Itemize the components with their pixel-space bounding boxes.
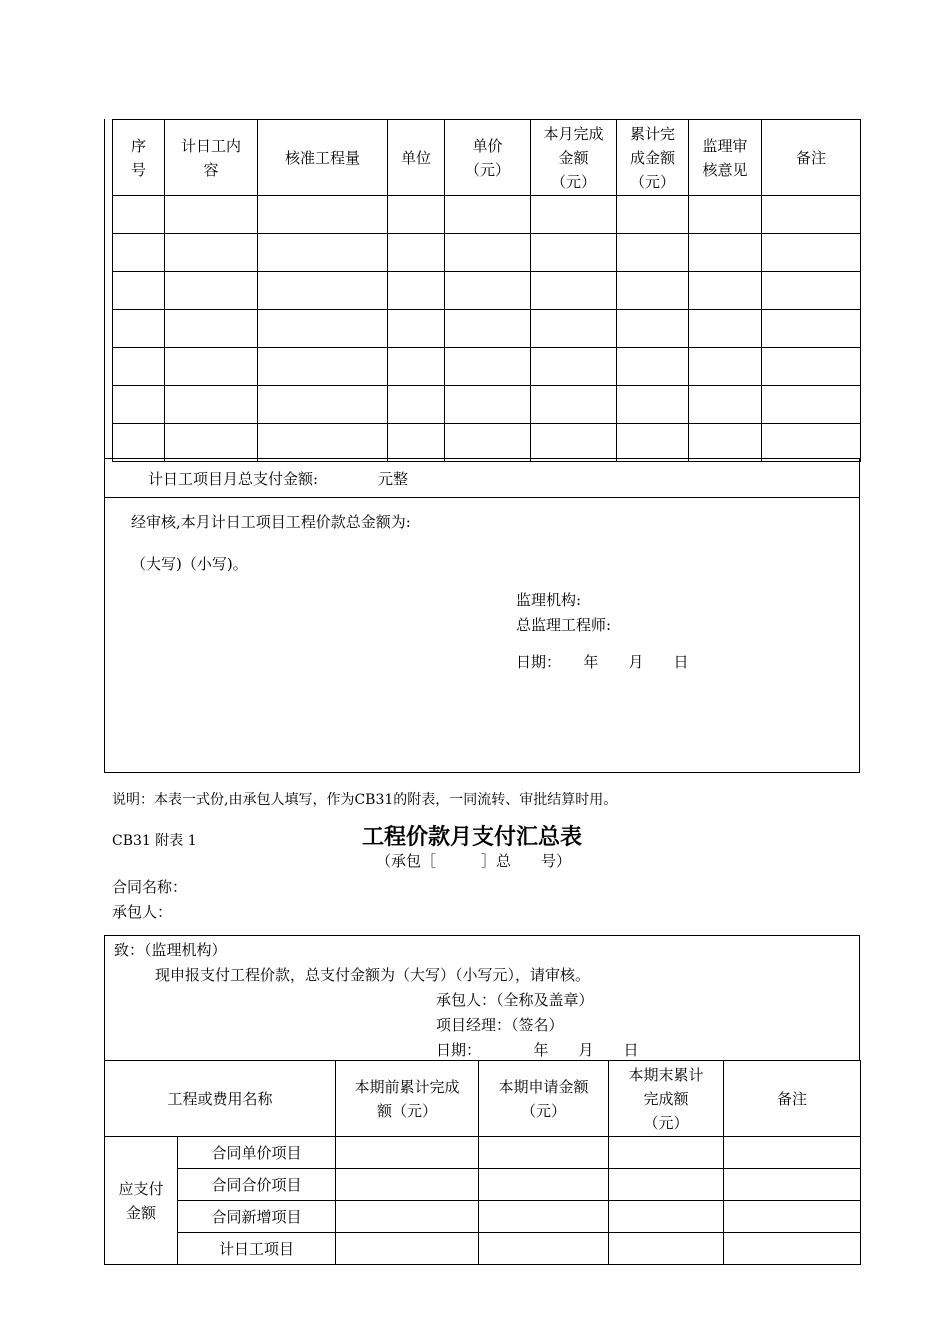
daywork-cell[interactable] [388,348,445,386]
daywork-cell[interactable] [388,424,445,462]
submission-body: 现申报支付工程价款，总支付金额为（大写）（小写元），请审核。 [155,966,591,984]
daywork-cell[interactable] [165,234,258,272]
daywork-cell[interactable] [531,386,617,424]
daywork-cell[interactable] [113,196,165,234]
summary-table [104,1060,861,1265]
daywork-header-cell: 序 号 [113,120,165,196]
daywork-cell[interactable] [165,424,258,462]
review-date: 日期： 年 月 日 [516,653,689,671]
daywork-cell[interactable] [445,310,531,348]
daywork-cell[interactable] [762,424,861,462]
daywork-cell[interactable] [762,386,861,424]
summary-cell[interactable] [336,1233,479,1265]
form-note: 说明：本表一式份,由承包人填写，作为CB31的附表，一同流转、审批结算时用。 [112,792,618,808]
daywork-row [113,234,861,272]
summary-cell[interactable] [336,1201,479,1233]
daywork-cell[interactable] [165,196,258,234]
daywork-row [113,196,861,234]
form-code: CB31 附表 1 [112,833,197,849]
daywork-cell[interactable] [388,196,445,234]
daywork-cell[interactable] [113,386,165,424]
daywork-cell[interactable] [689,386,762,424]
daywork-cell[interactable] [258,310,388,348]
summary-header-cell: 本期申请金额 （元） [479,1061,609,1137]
daywork-cell[interactable] [113,310,165,348]
daywork-cell[interactable] [258,348,388,386]
daywork-cell[interactable] [617,196,689,234]
summary-row [105,1137,861,1169]
summary-cell[interactable] [724,1201,861,1233]
daywork-cell[interactable] [445,234,531,272]
daywork-cell[interactable] [388,272,445,310]
summary-cell[interactable] [479,1201,609,1233]
daywork-cell[interactable] [258,234,388,272]
daywork-header-cell: 单位 [388,120,445,196]
summary-cell[interactable] [609,1201,724,1233]
form-title: 工程价款月支付汇总表 [362,824,583,850]
submission-box [104,935,860,1061]
daywork-cell[interactable] [762,310,861,348]
daywork-cell[interactable] [689,424,762,462]
summary-cell[interactable] [609,1233,724,1265]
daywork-cell[interactable] [445,348,531,386]
daywork-header-cell: 计日工内 容 [165,120,258,196]
daywork-cell[interactable] [445,386,531,424]
daywork-cell[interactable] [689,272,762,310]
daywork-header-cell: 累计完 成金额 （元） [617,120,689,196]
daywork-cell[interactable] [165,386,258,424]
daywork-cell[interactable] [113,272,165,310]
daywork-cell[interactable] [165,310,258,348]
summary-cell[interactable] [724,1137,861,1169]
addressee: 致：（监理机构） [114,941,227,959]
summary-cell[interactable] [336,1137,479,1169]
summary-row [105,1233,861,1265]
daywork-cell[interactable] [113,348,165,386]
daywork-cell[interactable] [113,234,165,272]
daywork-cell[interactable] [689,196,762,234]
daywork-header-cell: 单价 （元） [445,120,531,196]
daywork-cell[interactable] [617,272,689,310]
daywork-row [113,424,861,462]
review-box [104,497,860,773]
daywork-cell[interactable] [445,272,531,310]
summary-cell[interactable] [479,1169,609,1201]
review-line2: （大写)（小写)。 [131,555,248,573]
daywork-row [113,386,861,424]
review-line1: 经审核,本月计日工项目工程价款总金额为: [131,513,411,531]
daywork-table [112,119,861,462]
summary-row [105,1201,861,1233]
daywork-header-cell: 备注 [762,120,861,196]
daywork-cell[interactable] [617,386,689,424]
daywork-cell[interactable] [258,386,388,424]
daywork-cell[interactable] [762,348,861,386]
daywork-cell[interactable] [531,234,617,272]
summary-cell[interactable] [479,1137,609,1169]
project-manager: 项目经理：（签名） [436,1016,564,1034]
daywork-cell[interactable] [258,424,388,462]
summary-header-cell: 本期前累计完成 额（元） [336,1061,479,1137]
daywork-cell[interactable] [388,310,445,348]
daywork-cell[interactable] [762,196,861,234]
daywork-cell[interactable] [113,424,165,462]
summary-item-label: 合同单价项目 [178,1137,336,1169]
supervisor-org: 监理机构: [516,591,582,609]
daywork-cell[interactable] [762,272,861,310]
daywork-header-cell: 核准工程量 [258,120,388,196]
summary-header-cell: 本期末累计 完成额 （元） [609,1061,724,1137]
contract-name: 合同名称： [112,878,188,896]
payable-amount-label: 应支付 金额 [105,1137,178,1265]
summary-item-label: 合同合价项目 [178,1169,336,1201]
daywork-cell[interactable] [388,234,445,272]
daywork-cell[interactable] [531,196,617,234]
summary-row [105,1169,861,1201]
daywork-cell[interactable] [165,272,258,310]
daywork-cell[interactable] [531,424,617,462]
daywork-cell[interactable] [689,348,762,386]
daywork-cell[interactable] [165,348,258,386]
daywork-cell[interactable] [689,310,762,348]
summary-cell[interactable] [609,1169,724,1201]
summary-item-label: 合同新增项目 [178,1201,336,1233]
form-subtitle: （承包［ ］总 号） [376,852,572,870]
daywork-cell[interactable] [258,272,388,310]
daywork-total-unit: 元整 [378,470,409,488]
submission-date: 日期： 年 月 日 [436,1041,639,1059]
daywork-cell[interactable] [617,310,689,348]
daywork-row [113,310,861,348]
contractor-label: 承包人： [112,903,173,921]
left-edge-mark [104,119,105,459]
summary-cell[interactable] [336,1169,479,1201]
summary-cell[interactable] [724,1169,861,1201]
daywork-cell[interactable] [531,272,617,310]
daywork-cell[interactable] [531,310,617,348]
daywork-cell[interactable] [689,234,762,272]
contractor-signer: 承包人：（全称及盖章） [436,991,594,1009]
daywork-cell[interactable] [617,424,689,462]
daywork-header-cell: 本月完成 金额 （元） [531,120,617,196]
daywork-row [113,272,861,310]
daywork-total-label: 计日工项目月总支付金额: [148,470,319,488]
summary-header-cell: 工程或费用名称 [105,1061,336,1137]
daywork-cell[interactable] [388,386,445,424]
summary-header-cell: 备注 [724,1061,861,1137]
daywork-cell[interactable] [445,196,531,234]
daywork-cell[interactable] [531,348,617,386]
chief-engineer: 总监理工程师: [516,616,612,634]
daywork-header-cell: 监理审 核意见 [689,120,762,196]
daywork-cell[interactable] [617,234,689,272]
daywork-cell[interactable] [445,424,531,462]
summary-cell[interactable] [479,1233,609,1265]
daywork-total-row [104,458,860,498]
summary-cell[interactable] [609,1137,724,1169]
daywork-cell[interactable] [617,348,689,386]
daywork-row [113,348,861,386]
summary-cell[interactable] [724,1233,861,1265]
summary-item-label: 计日工项目 [178,1233,336,1265]
daywork-cell[interactable] [762,234,861,272]
daywork-cell[interactable] [258,196,388,234]
